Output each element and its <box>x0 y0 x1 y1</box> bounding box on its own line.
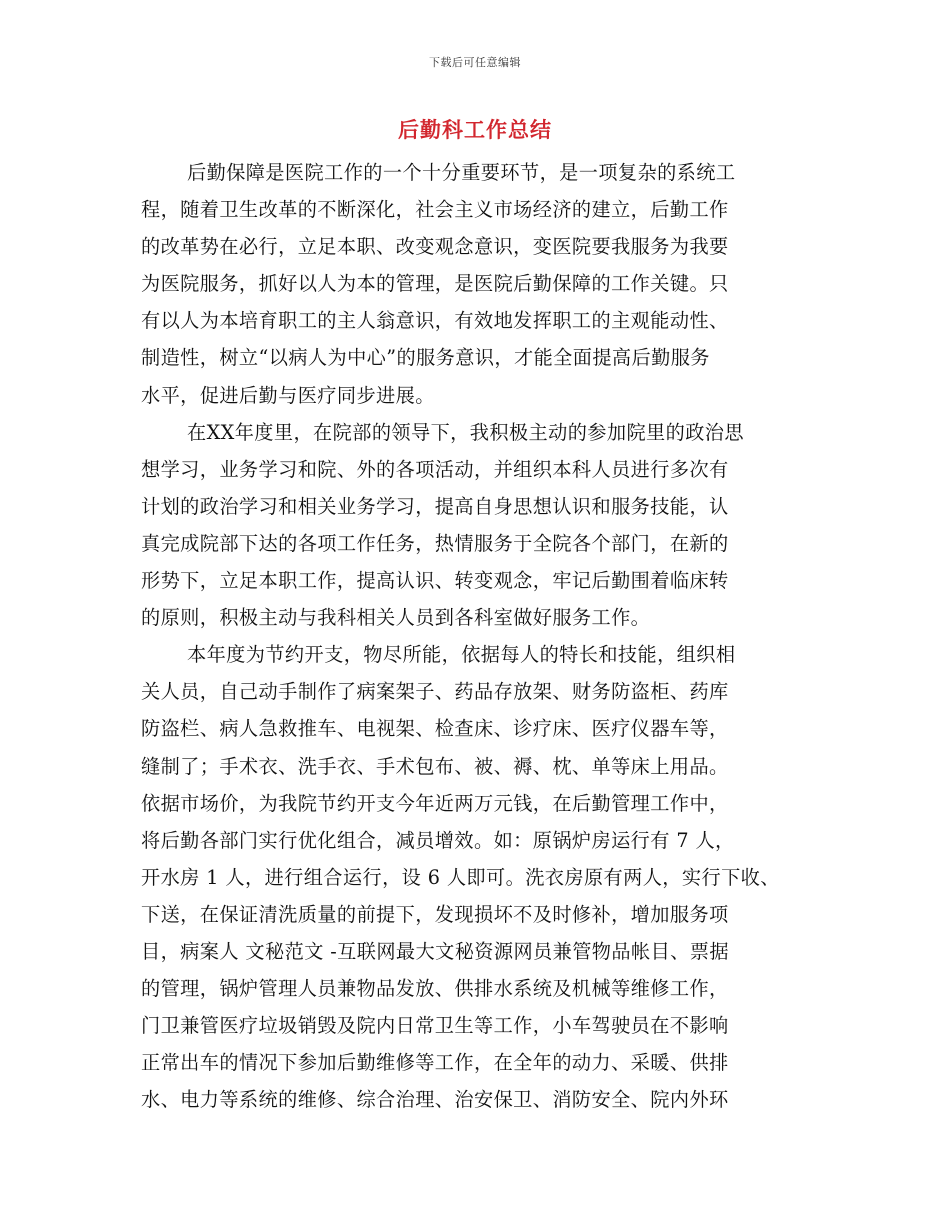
body-line: 水、电力等系统的维修、综合治理、治安保卫、消防安全、院内外环 <box>141 1088 729 1112</box>
body-line: 关人员，自己动手制作了病案架子、药品存放架、财务防盗柜、药库 <box>141 680 729 704</box>
body-line: 有以人为本培育职工的主人翁意识，有效地发挥职工的主观能动性、 <box>141 309 729 333</box>
body-line: 制造性，树立“以病人为中心”的服务意识，才能全面提高后勤服务 <box>141 346 710 370</box>
body-line: 为医院服务，抓好以人为本的管理，是医院后勤保障的工作关键。只 <box>141 272 729 296</box>
body-line: 门卫兼管医疗垃圾销毁及院内日常卫生等工作，小车驾驶员在不影响 <box>141 1014 729 1038</box>
page-header-note: 下载后可任意编辑 <box>429 56 521 69</box>
body-line: 的原则，积极主动与我科相关人员到各科室做好服务工作。 <box>141 606 651 630</box>
body-line: 缝制了；手术衣、洗手衣、手术包布、被、褥、枕、单等床上用品。 <box>141 754 729 778</box>
body-line: 的管理，锅炉管理人员兼物品发放、供排水系统及机械等维修工作， <box>141 977 729 1001</box>
body-line: 想学习，业务学习和院、外的各项活动，并组织本科人员进行多次有 <box>141 457 729 481</box>
body-line: 将后勤各部门实行优化组合，减员增效。如：原锅炉房运行有 7 人， <box>141 828 735 852</box>
body-line: 形势下，立足本职工作，提高认识、转变观念，牢记后勤围着临床转 <box>141 569 729 593</box>
body-line: 程，随着卫生改革的不断深化，社会主义市场经济的建立，后勤工作 <box>141 198 729 222</box>
body-line: 依据市场价，为我院节约开支今年近两万元钱，在后勤管理工作中， <box>141 791 729 815</box>
body-line: 下送，在保证清洗质量的前提下，发现损坏不及时修补，增加服务项 <box>141 902 729 926</box>
body-line: 水平，促进后勤与医疗同步进展。 <box>141 383 435 407</box>
document-title: 后勤科工作总结 <box>398 117 552 142</box>
body-line: 本年度为节约开支，物尽所能，依据每人的特长和技能，组织相 <box>187 643 736 667</box>
body-line: 防盗栏、病人急救推车、电视架、检查床、诊疗床、医疗仪器车等， <box>141 717 729 741</box>
body-line: 在XX年度里，在院部的领导下，我积极主动的参加院里的政治思 <box>187 420 744 444</box>
body-line: 开水房 1 人，进行组合运行，设 6 人即可。洗衣房原有两人，实行下收、 <box>141 865 780 889</box>
body-line: 正常出车的情况下参加后勤维修等工作，在全年的动力、采暖、供排 <box>141 1051 729 1075</box>
body-line: 后勤保障是医院工作的一个十分重要环节，是一项复杂的系统工 <box>187 161 736 184</box>
body-line: 真完成院部下达的各项工作任务，热情服务于全院各个部门，在新的 <box>141 531 729 555</box>
document-body <box>141 160 831 1124</box>
body-line: 的改革势在必行，立足本职、改变观念意识，变医院要我服务为我要 <box>141 235 729 259</box>
body-line: 计划的政治学习和相关业务学习，提高自身思想认识和服务技能，认 <box>141 494 729 518</box>
body-line: 目，病案人 文秘范文 -互联网最大文秘资源网员兼管物品帐目、票据 <box>141 939 729 963</box>
